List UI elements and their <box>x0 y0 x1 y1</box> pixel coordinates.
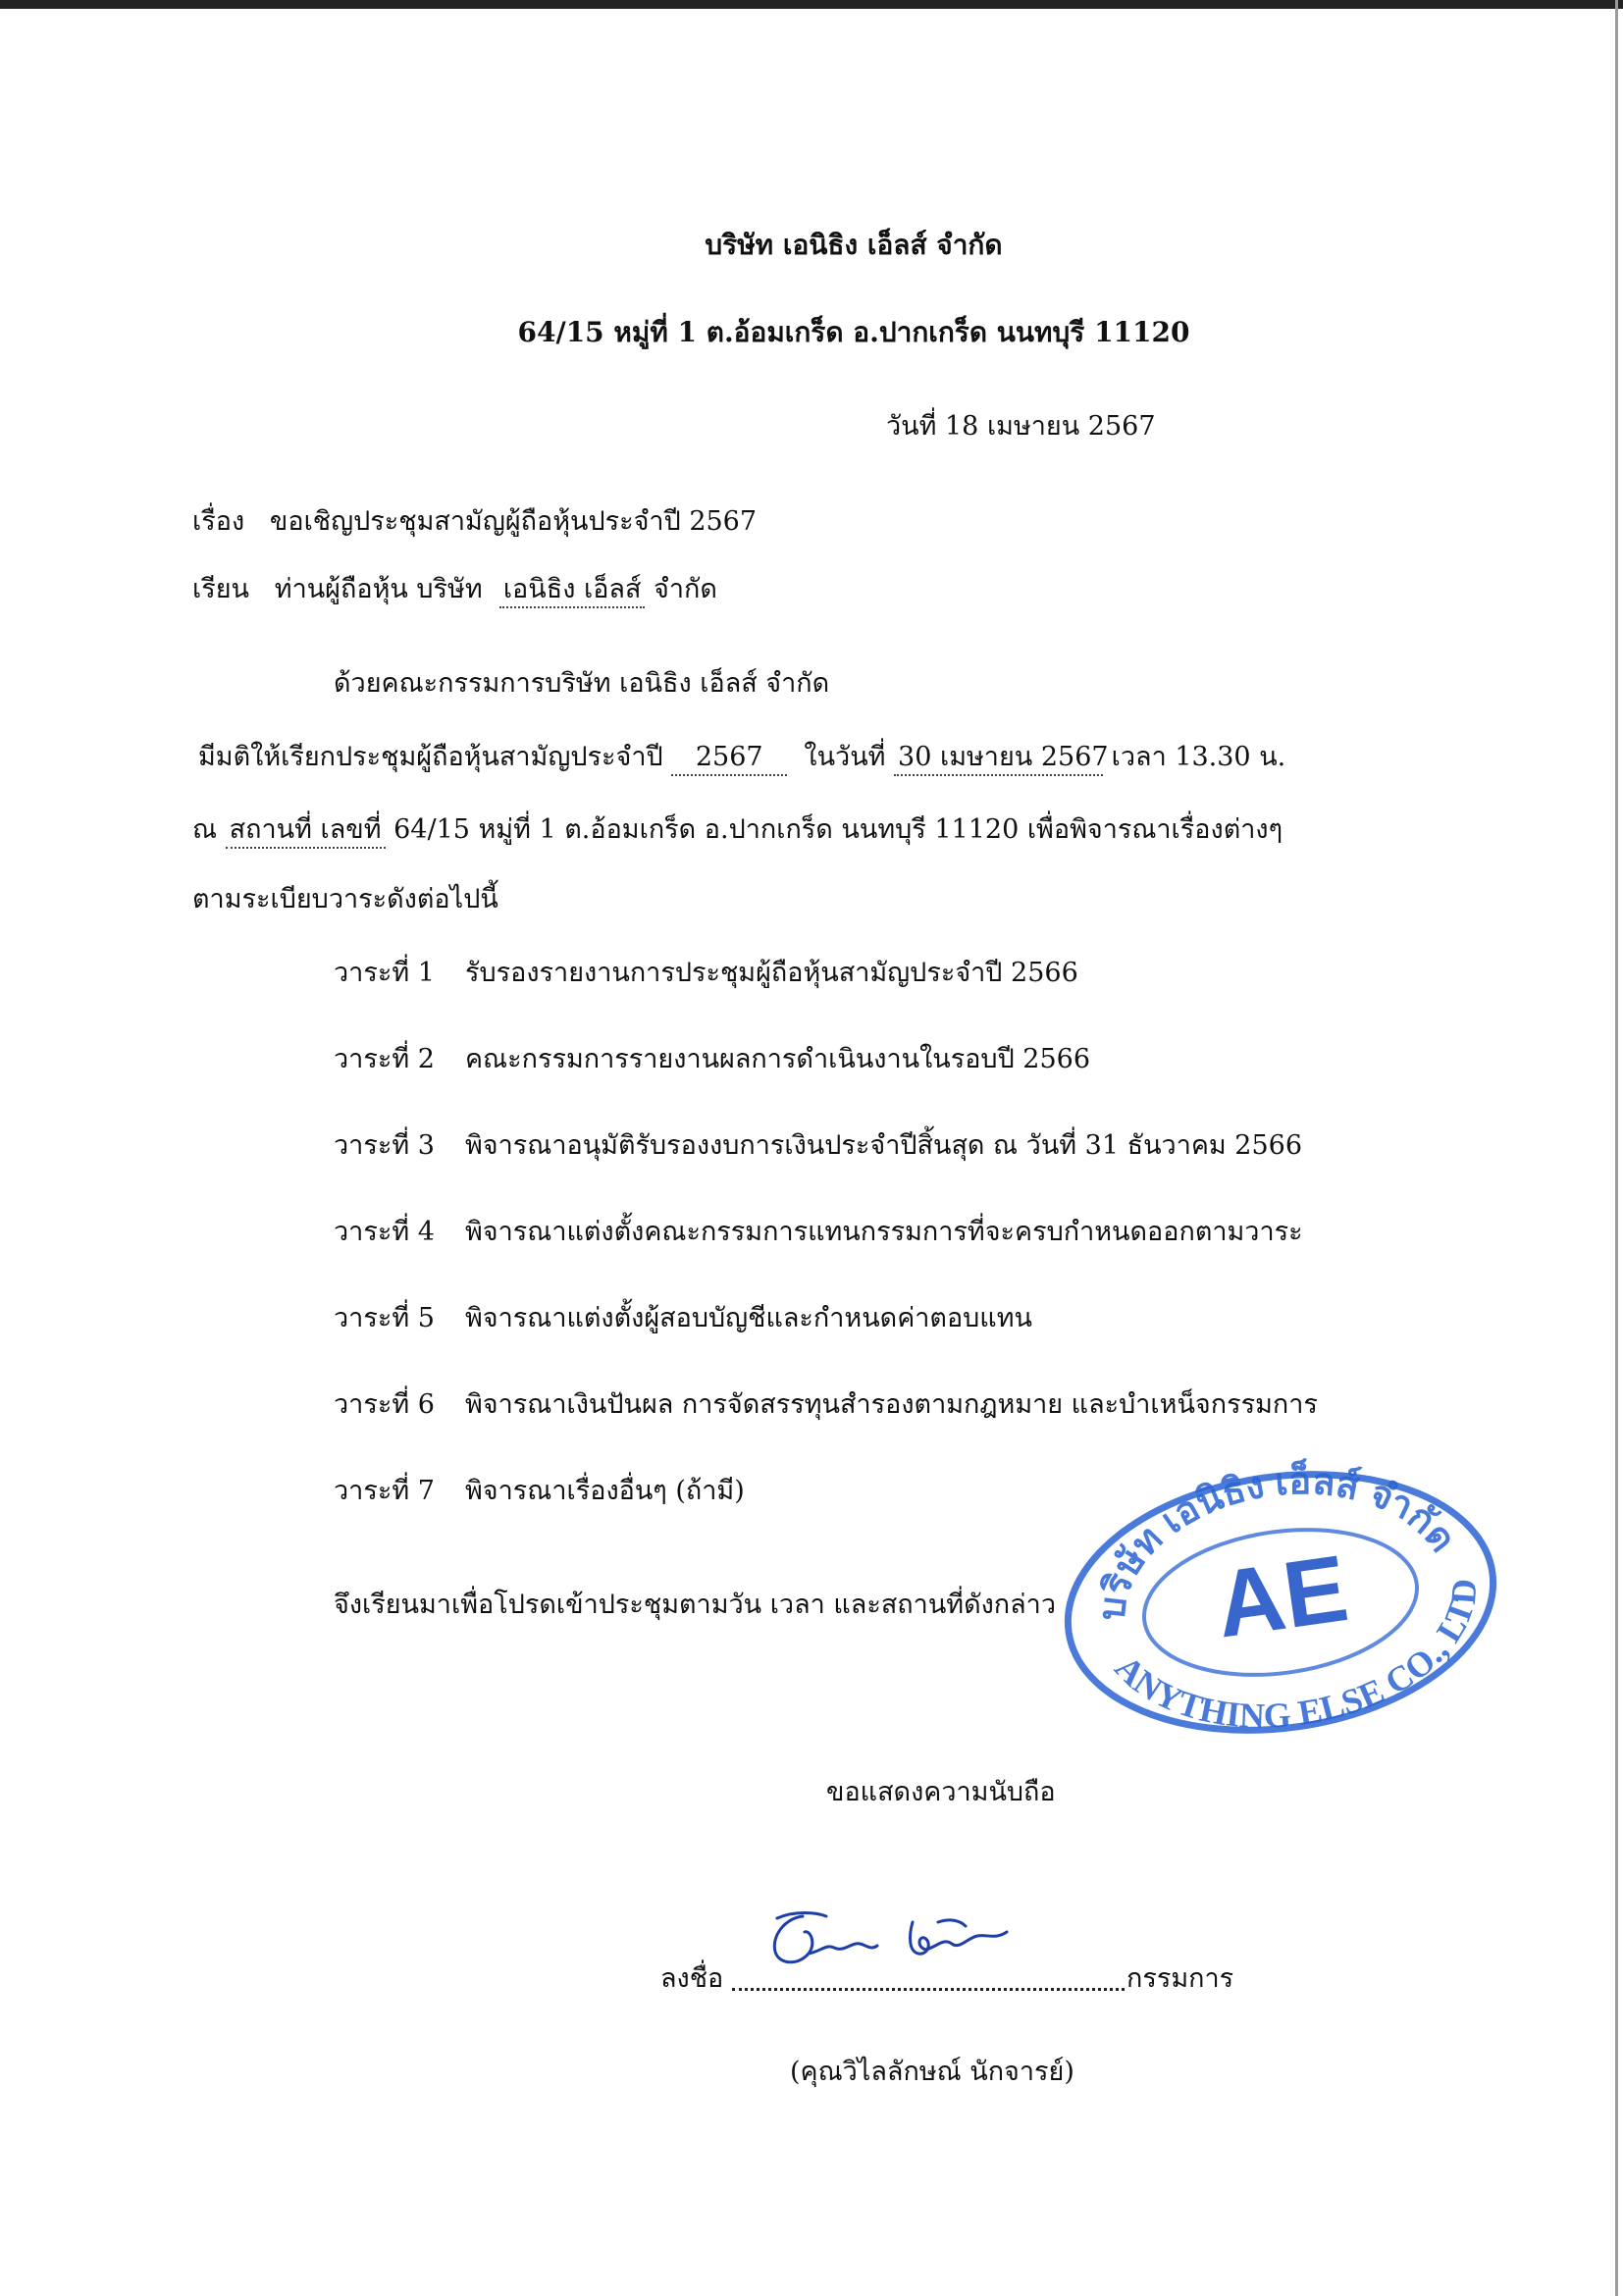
meeting-date-label: ในวันที่ <box>804 742 886 772</box>
venue-label-fill: สถานที่ เลขที่ <box>226 813 386 849</box>
subject-label: เรื่อง <box>192 506 245 537</box>
agenda-number: วาระที่ 4 <box>334 1217 435 1247</box>
recipient-company-fill: เอนิธิง เอ็ลส์ <box>499 573 646 608</box>
agenda-number: วาระที่ 2 <box>334 1044 435 1074</box>
signer-name: (คุณวิไลลักษณ์ นักจารย์) <box>790 2057 1074 2087</box>
meeting-time: เวลา 13.30 น. <box>1111 742 1286 772</box>
subject-text: ขอเชิญประชุมสามัญผู้ถือหุ้นประจำปี 2567 <box>269 506 758 537</box>
letter-date: วันที่ 18 เมษายน 2567 <box>886 411 1156 442</box>
venue-address: 64/15 หมู่ที่ 1 ต.อ้อมเกร็ด อ.ปากเกร็ด นนทบุรี 11120 เพื่อพิจารณาเรื่องต่างๆ <box>393 814 1283 845</box>
agenda-number: วาระที่ 3 <box>334 1130 435 1161</box>
agenda-item-text: พิจารณาเงินปันผล การจัดสรรทุนสำรองตามกฎหมาย และบำเหน็จกรรมการ <box>465 1389 1318 1420</box>
agenda-item-text: พิจารณาเรื่องอื่นๆ (ถ้ามี) <box>465 1476 745 1506</box>
agenda-number: วาระที่ 6 <box>334 1389 435 1420</box>
body-line-4: ตามระเบียบวาระดังต่อไปนี้ <box>192 884 498 914</box>
agenda-item-text: คณะกรรมการรายงานผลการดำเนินงานในรอบปี 2566 <box>465 1044 1091 1074</box>
meeting-date-fill: 30 เมษายน 2567 <box>894 741 1103 776</box>
recipient-label: เรียน <box>192 574 250 604</box>
subject-line <box>192 505 757 539</box>
body-line-1: ด้วยคณะกรรมการบริษัท เอนิธิง เอ็ลส์ จำกัด <box>334 668 830 699</box>
recipient-suffix: จำกัด <box>654 574 717 604</box>
agenda-item-text: พิจารณาแต่งตั้งคณะกรรมการแทนกรรมการที่จะครบกำหนดออกตามวาระ <box>465 1217 1303 1247</box>
agenda-number: วาระที่ 7 <box>334 1476 435 1506</box>
agenda-item-text: รับรองรายงานการประชุมผู้ถือหุ้นสามัญประจำปี 2566 <box>465 958 1078 988</box>
body-line-3 <box>192 813 1283 849</box>
venue-prefix: ณ <box>192 814 218 845</box>
scan-top-border <box>0 0 1623 9</box>
body-line-2 <box>198 741 1285 776</box>
company-name: บริษัท เอนิธิง เอ็ลส์ จำกัด <box>705 229 1003 261</box>
regards: ขอแสดงความนับถือ <box>826 1777 1056 1807</box>
meeting-year-fill: 2567 <box>671 741 787 776</box>
signature-dotted-line <box>732 1988 1125 1991</box>
handwritten-signature <box>765 1908 1021 1977</box>
meeting-intro: มีมติให้เรียกประชุมผู้ถือหุ้นสามัญประจำปี <box>198 742 663 772</box>
recipient-prefix: ท่านผู้ถือหุ้น บริษัท <box>274 574 483 604</box>
stamp-english-name: ANYTHING ELSE CO., LTD. <box>1028 1461 1485 1736</box>
signer-position: กรรมการ <box>1126 1963 1234 1994</box>
agenda-item-text: พิจารณาแต่งตั้งผู้สอบบัญชีและกำหนดค่าตอบแทน <box>465 1303 1032 1333</box>
closing-line: จึงเรียนมาเพื่อโปรดเข้าประชุมตามวัน เวลา และสถานที่ดังกล่าว <box>334 1590 1057 1620</box>
agenda-item-text: พิจารณาอนุมัติรับรองงบการเงินประจำปีสิ้นสุด ณ วันที่ 31 ธันวาคม 2566 <box>465 1130 1303 1161</box>
agenda-number: วาระที่ 1 <box>334 958 435 988</box>
sign-label: ลงชื่อ <box>660 1963 724 1994</box>
company-address: 64/15 หมู่ที่ 1 ต.อ้อมเกร็ด อ.ปากเกร็ด นนทบุรี 11120 <box>517 316 1190 348</box>
agenda-number: วาระที่ 5 <box>334 1303 435 1333</box>
stamp-thai-name: บริษัท เอนิธิง เอ็ลส์ จำกัด <box>1091 1461 1464 1623</box>
stamp-initials: AE <box>1209 1536 1354 1658</box>
company-stamp <box>1028 1460 1506 1745</box>
recipient-line <box>192 573 717 608</box>
